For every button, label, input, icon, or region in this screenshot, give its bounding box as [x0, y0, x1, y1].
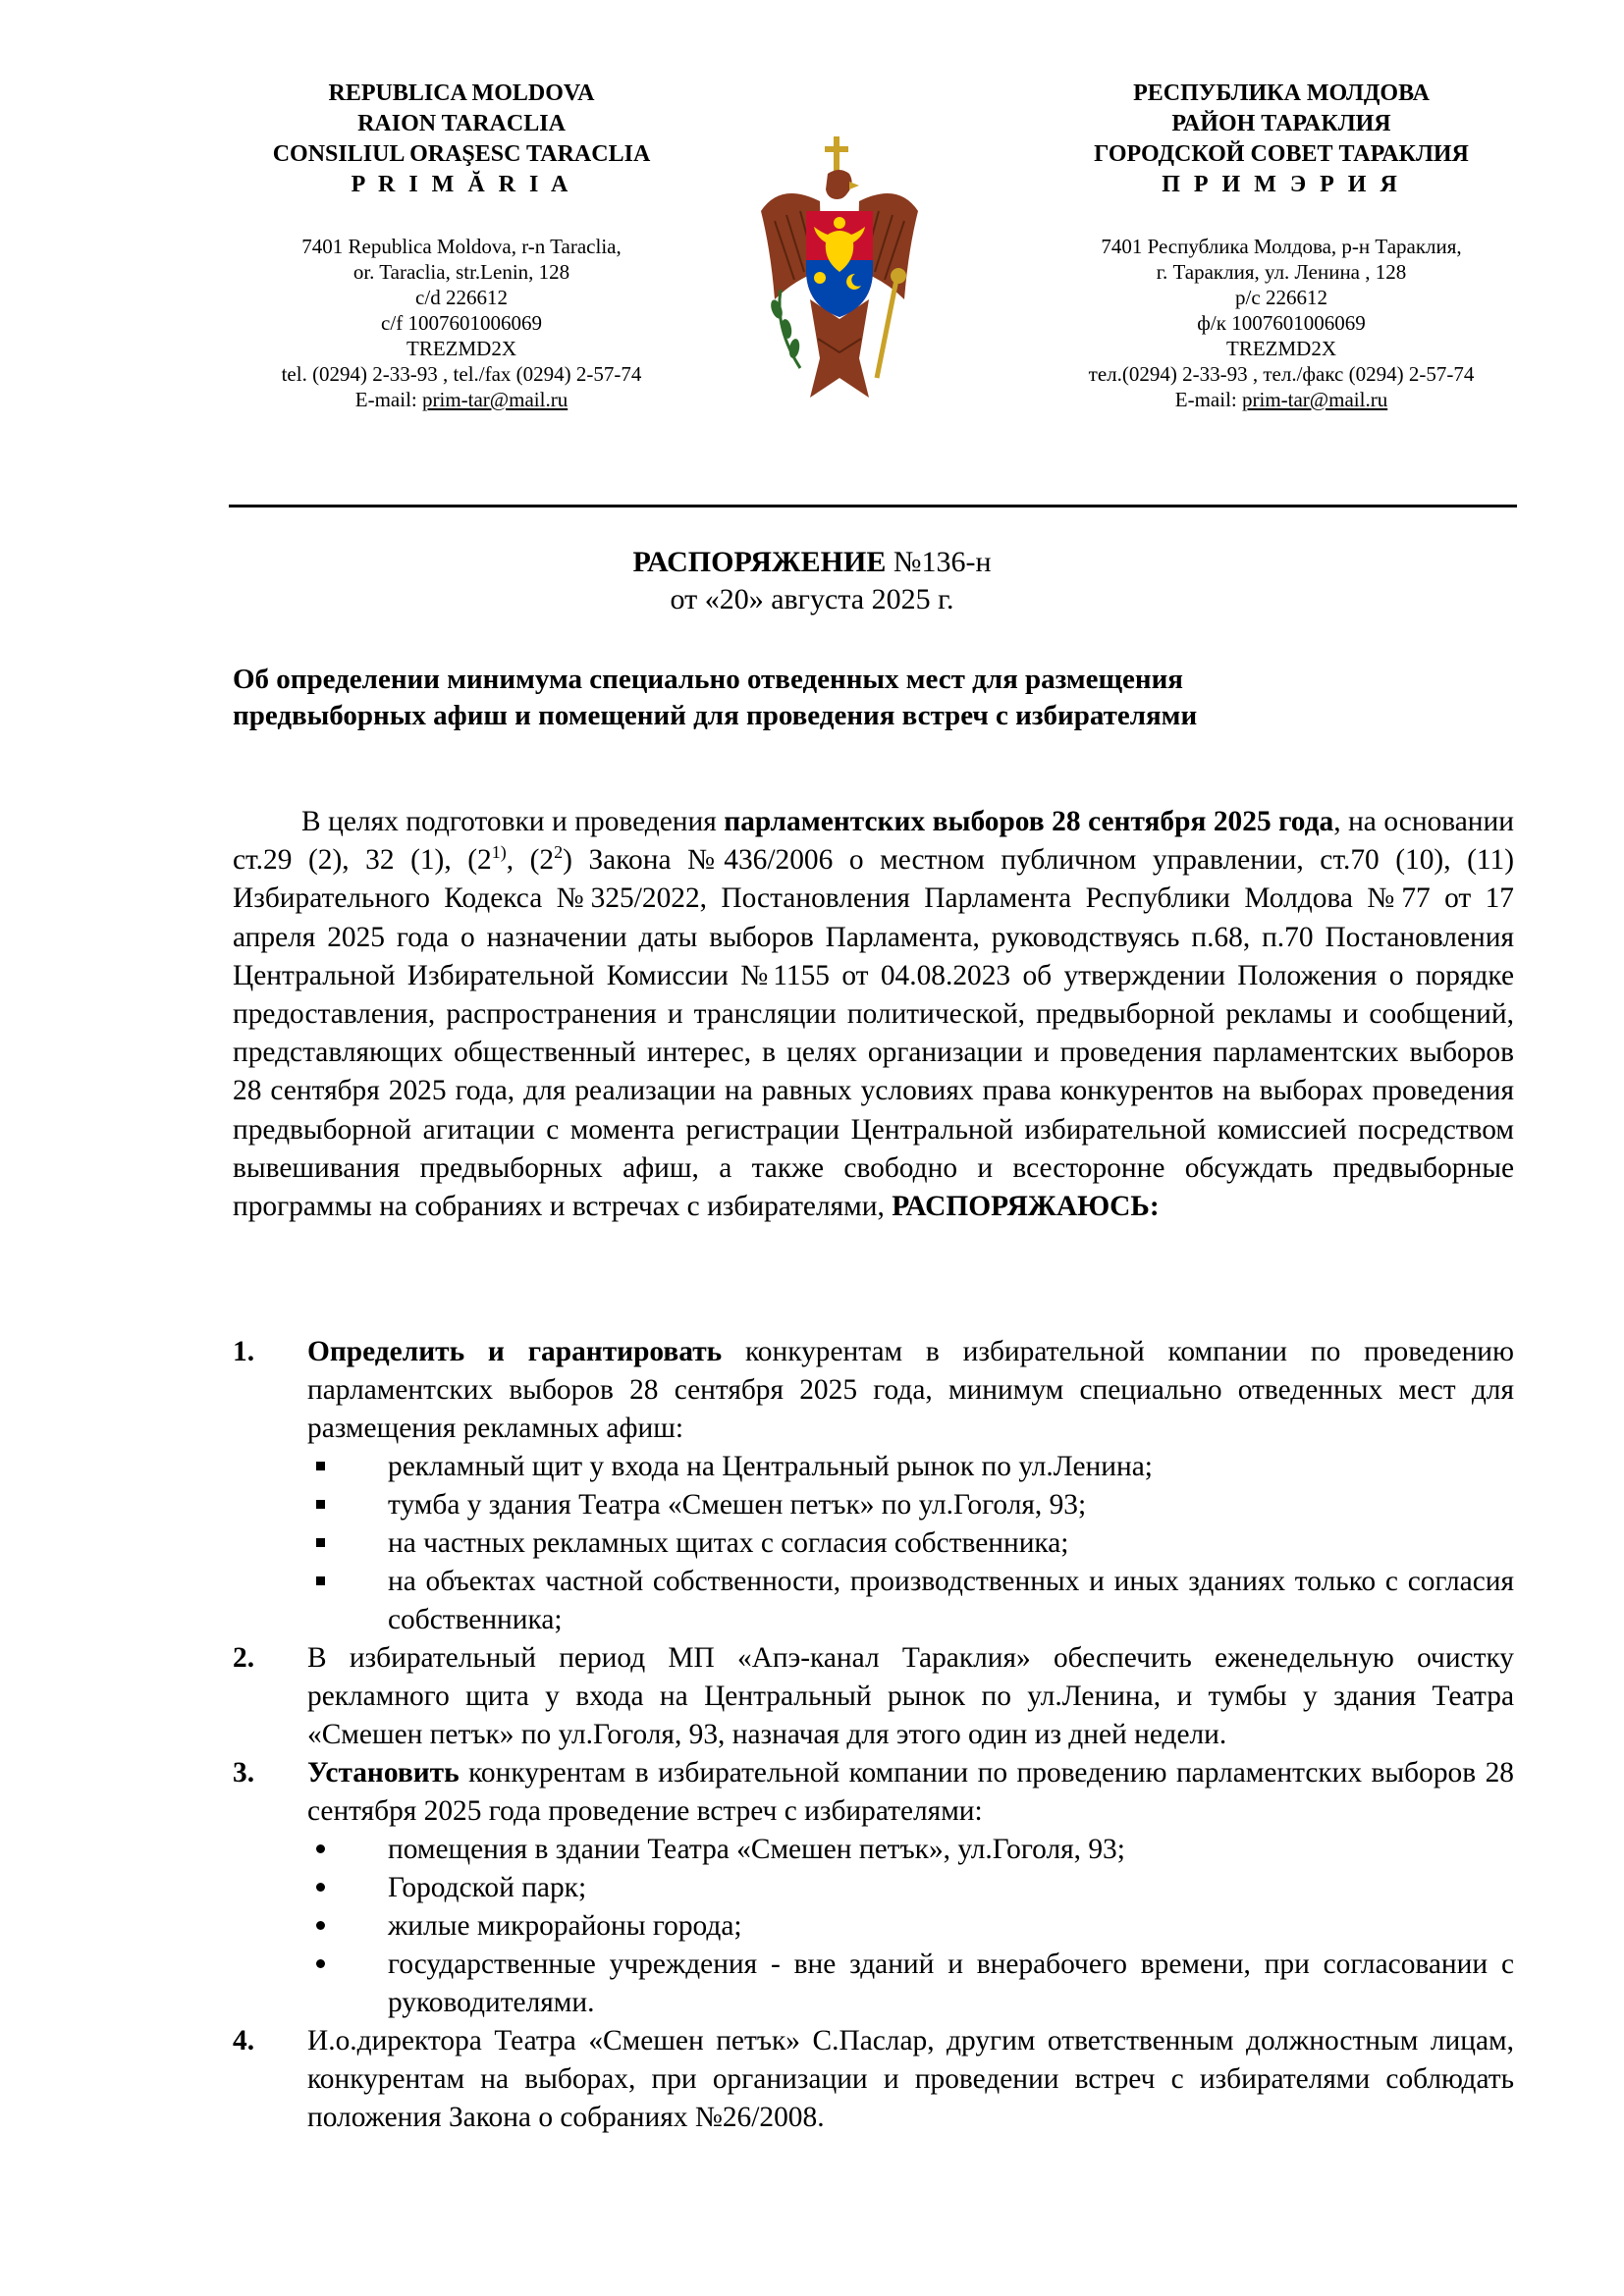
item-bold: Установить — [307, 1757, 460, 1789]
header-left-line1: REPUBLICA MOLDOVA — [328, 80, 595, 106]
header-right-line3: ГОРОДСКОЙ СОВЕТ ТАРАКЛИЯ — [1094, 141, 1469, 167]
list-item — [307, 1869, 1514, 1907]
order-date: от «20» августа 2025 г. — [670, 583, 954, 615]
header-left-addr4: c/f 1007601006069 — [381, 311, 542, 335]
header-left-line2: RAION TARACLIA — [357, 111, 566, 136]
square-bullet-icon — [313, 1448, 327, 1486]
header-right-line4: П Р И М Э Р И Я — [1162, 172, 1401, 197]
list-item-text: государственные учреждения - вне зданий и внерабочего времени, при согласовании с руководителями. — [388, 1949, 1514, 2018]
preamble-paragraph — [233, 803, 1514, 1226]
subject-line1: Об определении минимума специально отведенных мест для размещения — [233, 664, 1183, 695]
preamble-bold2: РАСПОРЯЖАЮСЬ: — [892, 1191, 1160, 1223]
preamble-bold1: парламентских выборов 28 сентября 2025 года — [724, 806, 1334, 837]
order-title: РАСПОРЯЖЕНИЕ — [632, 546, 887, 578]
header-left — [201, 79, 722, 412]
list-item-text: тумба у здания Театра «Смешен петък» по ул.Гоголя, 93; — [388, 1489, 1087, 1521]
item-body: конкурентам в избирательной компании по проведению парламентских выборов 28 сентября 2025 года проведение встреч с избирателями: — [307, 1757, 1514, 1827]
header-left-addr5: TREZMD2X — [406, 337, 516, 360]
preamble-sup2: 2 — [554, 842, 564, 863]
item-1-bullets — [307, 1448, 1514, 1639]
item-number: 4. — [233, 2025, 255, 2056]
header-left-address — [201, 234, 722, 412]
order-subject — [233, 662, 1411, 734]
header-right-email-line — [1021, 387, 1542, 412]
item-body: конкурентам в избирательной компании по проведению парламентских выборов 28 сентября 2025 года, минимум специально отведенных мест для размещения рекламных афиш: — [307, 1336, 1514, 1444]
list-item — [307, 1907, 1514, 1946]
header-right-address — [1021, 234, 1542, 412]
header-right-addr2: г. Тараклия, ул. Ленина , 128 — [1156, 260, 1407, 284]
list-item-text: помещения в здании Театра «Смешен петък», ул.Гоголя, 93; — [388, 1834, 1125, 1865]
header-right-addr5: TREZMD2X — [1226, 337, 1336, 360]
order-item-3 — [233, 1754, 1514, 2022]
header-divider — [229, 505, 1517, 507]
order-item-1 — [233, 1333, 1514, 1639]
header-left-line3: CONSILIUL ORAŞESC TARACLIA — [272, 141, 651, 167]
header-left-addr2: or. Taraclia, str.Lenin, 128 — [352, 260, 570, 284]
header-right-addr4: ф/к 1007601006069 — [1197, 311, 1366, 335]
order-item-2 — [233, 1639, 1514, 1754]
order-heading — [0, 544, 1624, 618]
list-item — [307, 1486, 1514, 1524]
eagle-emblem-icon — [751, 133, 928, 407]
preamble-text — [233, 803, 1514, 1226]
header-left-email-line — [201, 387, 722, 412]
header-left-title — [201, 79, 722, 200]
item-number: 1. — [233, 1336, 255, 1367]
header-left-line4: P R I M Ă R I A — [351, 172, 572, 197]
item-3-bullets — [307, 1831, 1514, 2022]
header-left-addr1: 7401 Republica Moldova, r-n Taraclia, — [301, 235, 622, 258]
item-number: 3. — [233, 1757, 255, 1789]
list-item — [307, 1946, 1514, 2022]
item-text — [307, 1754, 1514, 1831]
header-right-addr1: 7401 Республика Молдова, р-н Тараклия, — [1101, 235, 1462, 258]
subject-line2: предвыборных афиш и помещений для проведения встреч с избирателями — [233, 700, 1198, 731]
preamble-part4: ) Закона №436/2006 о местном публичном управлении, ст.70 (10), (11) Избирательного Кодекса №325/2022, Постановления Парламента Республики Молдова №77 от 17 апреля 2025 года о назначении даты выборов Парламента, руководствуясь п.68, п.70 Постановления Центральной Избирательной Комиссии №1155 от 04.08.2023 об утверждении Положения о порядке предоставления, распространения и трансляции политической, предвыборной рекламы и сообщений, представляющих общественный интерес, в целях организации и проведения парламентских выборов 28 сентября 2025 года, для реализации на равных условиях права конкурентов на выборах проведения предвыборной агитации с момента регистрации Центральной избирательной комиссией посредством вывешивания предвыборных афиш, а также свободно и всесторонне обсуждать предвыборные программы на собраниях и встречах с избирателями, — [233, 844, 1514, 1223]
order-item-4 — [233, 2022, 1514, 2137]
square-bullet-icon — [313, 1524, 327, 1563]
round-bullet-icon — [313, 1907, 327, 1946]
header-right-line1: РЕСПУБЛИКА МОЛДОВА — [1133, 80, 1430, 106]
item-number: 2. — [233, 1642, 255, 1674]
item-text — [307, 1333, 1514, 1448]
preamble-part2: , на основании ст.29 (2), 32 (1), (2 — [233, 806, 1514, 877]
item-body: И.о.директора Театра «Смешен петък» С.Паслар, другим ответственным должностным лицам, конкурентам на выборах, при организации и проведении встреч с избирателями соблюдать положения Закона о собраниях №26/2008. — [307, 2025, 1514, 2133]
preamble-sup1: 1) — [491, 842, 507, 863]
list-item-text: на частных рекламных щитах с согласия собственника; — [388, 1527, 1069, 1559]
header-right-title — [1021, 79, 1542, 200]
header-left-addr3: c/d 226612 — [415, 286, 508, 309]
list-item — [307, 1524, 1514, 1563]
order-title-line — [0, 544, 1624, 581]
header-right-email-link[interactable]: prim-tar@mail.ru — [1242, 388, 1388, 411]
square-bullet-icon — [313, 1486, 327, 1524]
round-bullet-icon — [313, 1946, 327, 1984]
list-item-text: жилые микрорайоны города; — [388, 1910, 742, 1942]
preamble-part3: , (2 — [506, 844, 555, 877]
round-bullet-icon — [313, 1831, 327, 1869]
header-left-email-label: E-mail: — [354, 388, 422, 411]
item-bold: Определить и гарантировать — [307, 1336, 723, 1367]
header-right-addr3: р/с 226612 — [1235, 286, 1327, 309]
header-right-addr6: тел.(0294) 2-33-93 , тел./факс (0294) 2-57-74 — [1088, 362, 1475, 386]
list-item — [307, 1448, 1514, 1486]
square-bullet-icon — [313, 1563, 327, 1601]
list-item — [307, 1563, 1514, 1639]
header-left-email-link[interactable]: prim-tar@mail.ru — [422, 388, 568, 411]
order-number: №136-н — [886, 546, 992, 578]
list-item-text: рекламный щит у входа на Центральный рынок по ул.Ленина; — [388, 1451, 1153, 1482]
order-items-list — [233, 1333, 1514, 2137]
item-body: В избирательный период МП «Апэ-канал Тараклия» обеспечить еженедельную очистку рекламного щита у входа на Центральный рынок по ул.Ленина, и тумбы у здания Театра «Смешен петък» по ул.Гоголя, 93, назначая для этого один из дней недели. — [307, 1642, 1514, 1750]
list-item — [307, 1831, 1514, 1869]
header-right-line2: РАЙОН ТАРАКЛИЯ — [1171, 111, 1391, 136]
preamble-part1: В целях подготовки и проведения — [301, 806, 725, 837]
header-left-addr6: tel. (0294) 2-33-93 , tel./fax (0294) 2-57-74 — [281, 362, 642, 386]
header-right — [1021, 79, 1542, 412]
coat-of-arms-emblem — [751, 133, 928, 407]
list-item-text: Городской парк; — [388, 1872, 587, 1903]
list-item-text: на объектах частной собственности, производственных и иных зданиях только с согласия собственника; — [388, 1566, 1514, 1635]
round-bullet-icon — [313, 1869, 327, 1907]
header-right-email-label: E-mail: — [1174, 388, 1242, 411]
